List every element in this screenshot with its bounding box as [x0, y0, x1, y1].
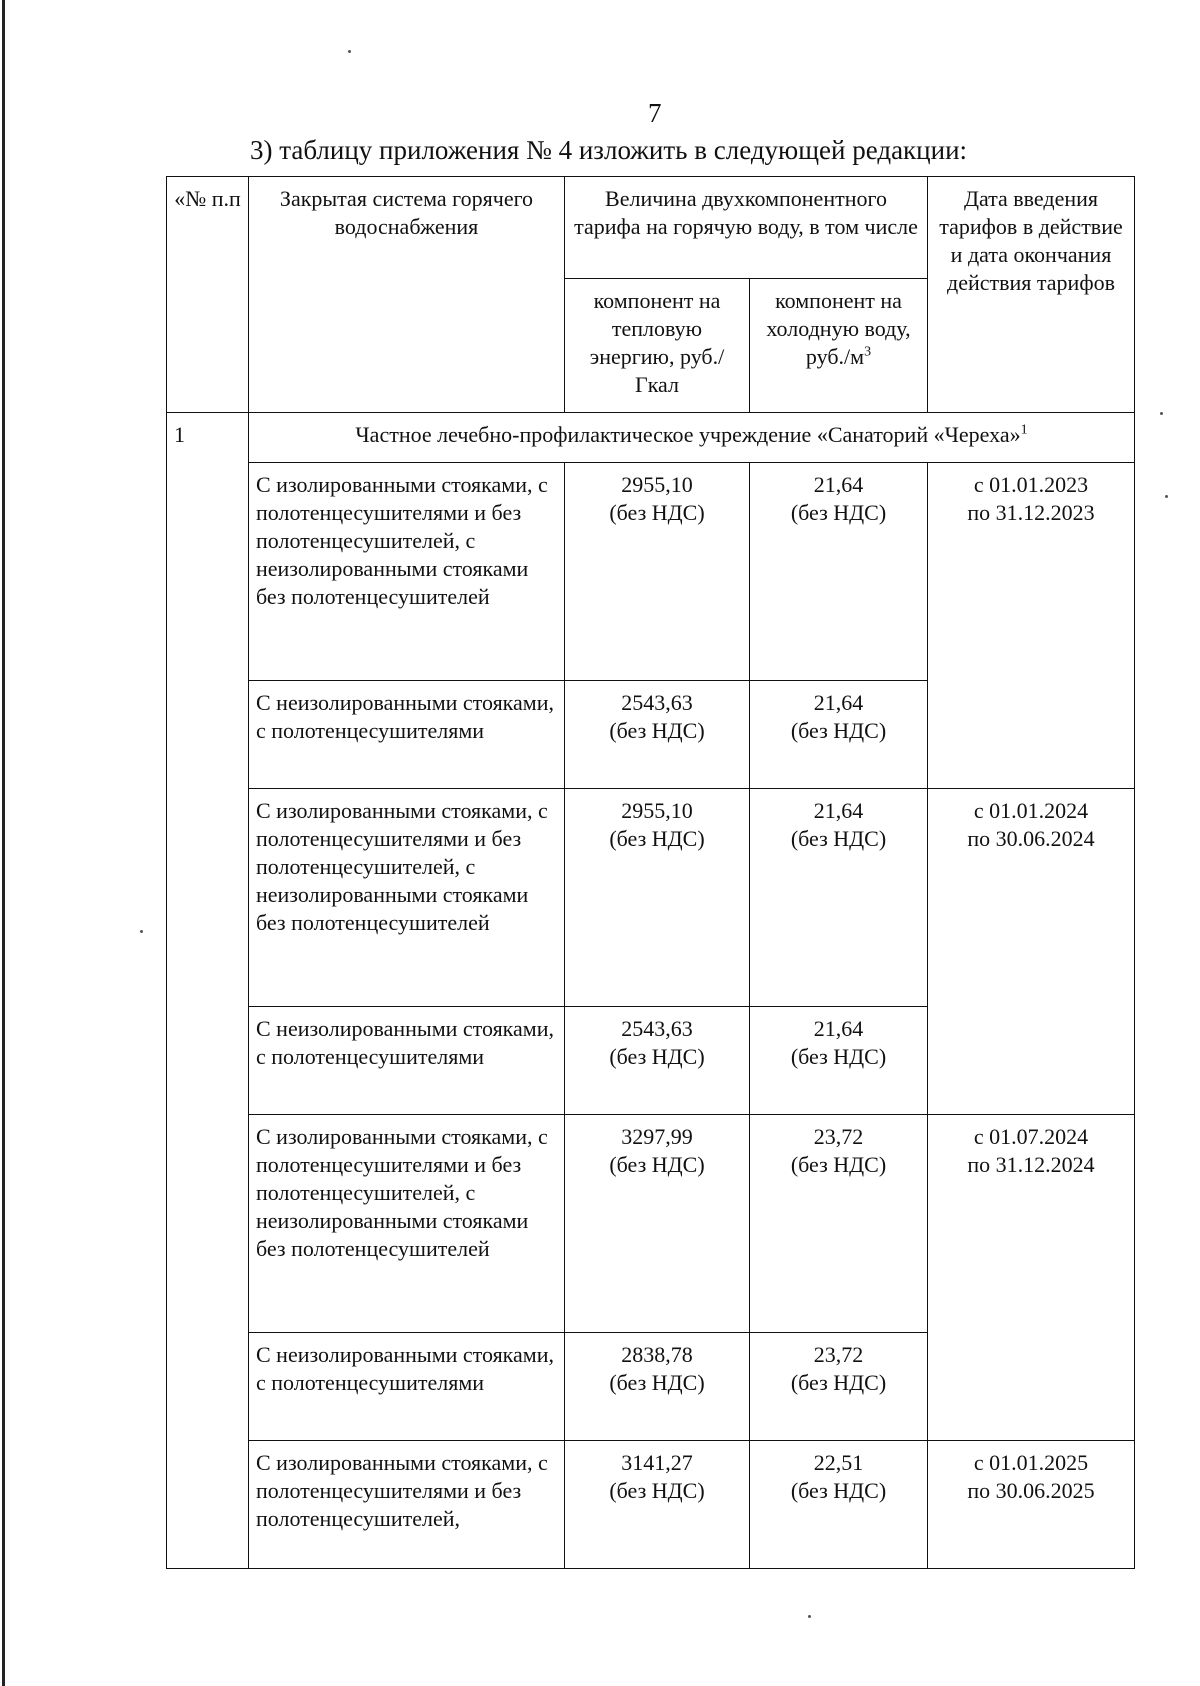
heat-component-cell [565, 1007, 750, 1115]
date-from: с 01.01.2023 [973, 472, 1089, 497]
heat-component-cell [565, 463, 750, 681]
heat-component-value: 3297,99 [621, 1124, 693, 1149]
heat-component-value: 2955,10 [621, 472, 693, 497]
tariff-row [167, 789, 1135, 1007]
header-num [167, 177, 249, 413]
heat-component-vat-note: (без НДС) [609, 500, 705, 525]
header-num-text: «№ п.п [174, 186, 241, 211]
header-tariff [565, 177, 928, 279]
date-from: с 01.01.2025 [973, 1450, 1089, 1475]
water-component-cell [750, 789, 928, 1007]
tariff-table-body [167, 177, 1135, 1569]
header-heat-component [565, 279, 750, 413]
system-text: С изолированными стояками, с полотенцесушителями и без полотенцесушителей, с неизолированными стояками без полотенцесушителей [256, 1124, 548, 1261]
system-cell [249, 789, 565, 1007]
intro-text: 3) таблицу приложения № 4 изложить в следующей редакции: [250, 135, 968, 165]
heat-component-vat-note: (без НДС) [609, 1370, 705, 1395]
water-component-cell [750, 1441, 928, 1569]
tariff-row [167, 463, 1135, 681]
heat-component-vat-note: (без НДС) [609, 1044, 705, 1069]
date-from: с 01.07.2024 [973, 1124, 1089, 1149]
scan-speck [140, 930, 143, 933]
date-to: по 30.06.2024 [967, 826, 1095, 851]
group-row [167, 413, 1135, 463]
system-text: С неизолированными стояками, с полотенцесушителями [256, 1016, 554, 1069]
heat-component-value: 3141,27 [621, 1450, 693, 1475]
water-component-value: 21,64 [813, 472, 864, 497]
system-cell [249, 681, 565, 789]
scan-speck [1160, 412, 1163, 415]
system-cell [249, 463, 565, 681]
water-component-vat-note: (без НДС) [790, 1044, 887, 1069]
header-water-text: компонент на холодную воду, руб./м [766, 288, 911, 369]
system-text: С изолированными стояками, с полотенцесушителями и без полотенцесушителей, с неизолированными стояками без полотенцесушителей [256, 472, 548, 609]
water-component-cell [750, 681, 928, 789]
heat-component-vat-note: (без НДС) [609, 826, 705, 851]
header-heat-text: компонент на тепловую энергию, руб./Гкал [589, 288, 725, 397]
header-water-sup: 3 [864, 344, 872, 360]
heat-component-cell [565, 1333, 750, 1441]
row-number [167, 413, 249, 1569]
system-cell [249, 1333, 565, 1441]
water-component-value: 23,72 [813, 1342, 864, 1367]
heat-component-cell [565, 681, 750, 789]
system-cell [249, 1115, 565, 1333]
page-number: 7 [648, 98, 662, 128]
water-component-vat-note: (без НДС) [790, 1478, 887, 1503]
system-cell [249, 1007, 565, 1115]
water-component-value: 22,51 [813, 1450, 864, 1475]
water-component-value: 23,72 [813, 1124, 864, 1149]
heat-component-vat-note: (без НДС) [609, 1152, 705, 1177]
water-component-value: 21,64 [813, 690, 864, 715]
date-to: по 30.06.2025 [967, 1478, 1095, 1503]
group-title-sup: 1 [1020, 422, 1028, 438]
heat-component-cell [565, 789, 750, 1007]
period-dates-cell [928, 463, 1135, 789]
tariff-table [166, 176, 1135, 1569]
scan-speck [808, 1615, 811, 1618]
water-component-vat-note: (без НДС) [790, 1370, 887, 1395]
header-system [249, 177, 565, 413]
water-component-cell [750, 1115, 928, 1333]
system-text: С неизолированными стояками, с полотенцесушителями [256, 1342, 554, 1395]
scan-speck [1165, 495, 1168, 498]
system-text: С изолированными стояками, с полотенцесушителями и без полотенцесушителей, с неизолированными стояками без полотенцесушителей [256, 798, 548, 935]
water-component-cell [750, 1333, 928, 1441]
water-component-cell [750, 1007, 928, 1115]
heat-component-cell [565, 1441, 750, 1569]
header-dates-text: Дата введения тарифов в действие и дата окончания действия тарифов [939, 186, 1123, 295]
heat-component-vat-note: (без НДС) [609, 1478, 705, 1503]
scan-edge-line [2, 0, 5, 1686]
water-component-vat-note: (без НДС) [790, 826, 887, 851]
header-system-text: Закрытая система горячего водоснабжения [279, 186, 534, 239]
header-water-component [750, 279, 928, 413]
system-text: С изолированными стояками, с полотенцесушителями и без полотенцесушителей, [256, 1450, 548, 1531]
header-tariff-text: Величина двухкомпонентного тарифа на горячую воду, в том числе [574, 186, 918, 239]
tariff-row [167, 1441, 1135, 1569]
system-cell [249, 1441, 565, 1569]
tariff-row [167, 1115, 1135, 1333]
date-to: по 31.12.2024 [967, 1152, 1095, 1177]
water-component-value: 21,64 [813, 798, 864, 823]
heat-component-value: 2543,63 [621, 690, 693, 715]
system-text: С неизолированными стояками, с полотенцесушителями [256, 690, 554, 743]
heat-component-cell [565, 1115, 750, 1333]
heat-component-value: 2955,10 [621, 798, 693, 823]
period-dates-cell [928, 1441, 1135, 1569]
heat-component-value: 2838,78 [621, 1342, 693, 1367]
water-component-cell [750, 463, 928, 681]
scan-speck [348, 50, 351, 53]
date-from: с 01.01.2024 [973, 798, 1089, 823]
water-component-vat-note: (без НДС) [790, 500, 887, 525]
water-component-vat-note: (без НДС) [790, 1152, 887, 1177]
header-row [167, 177, 1135, 279]
header-dates [928, 177, 1135, 413]
date-to: по 31.12.2023 [967, 500, 1095, 525]
row-number-text: 1 [174, 422, 185, 447]
water-component-value: 21,64 [813, 1016, 864, 1041]
period-dates-cell [928, 789, 1135, 1115]
heat-component-vat-note: (без НДС) [609, 718, 705, 743]
heat-component-value: 2543,63 [621, 1016, 693, 1041]
group-title-text: Частное лечебно-профилактическое учреждение «Санаторий «Череха» [355, 422, 1021, 447]
group-title [249, 413, 1135, 463]
period-dates-cell [928, 1115, 1135, 1441]
water-component-vat-note: (без НДС) [790, 718, 887, 743]
